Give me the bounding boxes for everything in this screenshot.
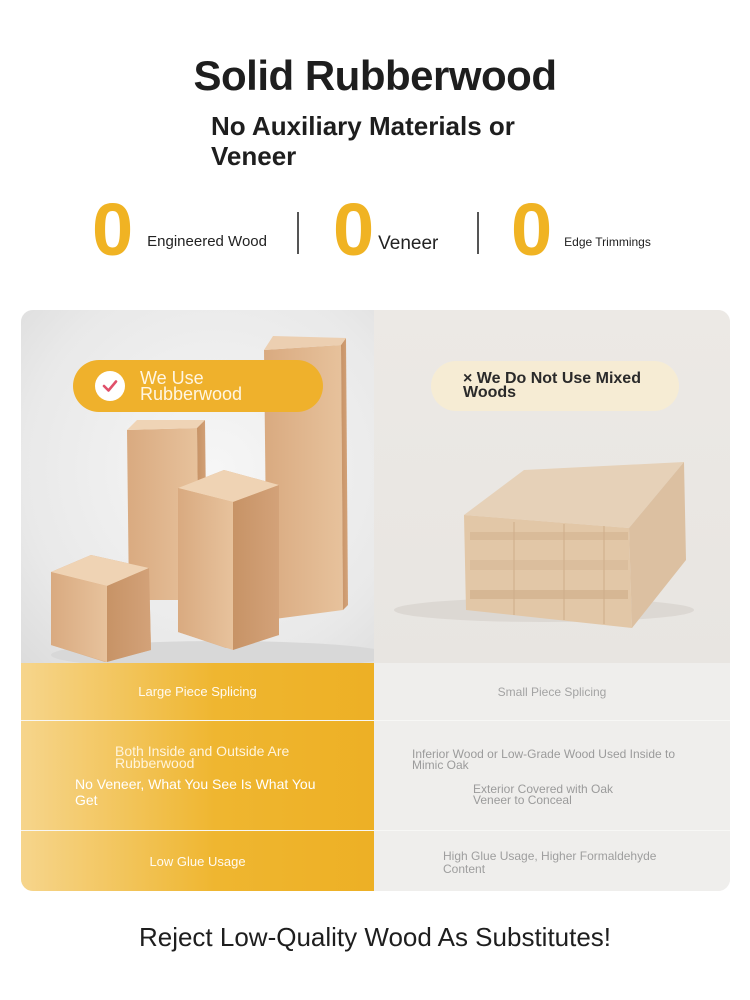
comparison-row bbox=[21, 663, 730, 720]
stat-number: 0 bbox=[92, 188, 134, 271]
stat-veneer bbox=[333, 190, 438, 270]
no-mixed-woods-badge bbox=[431, 361, 679, 411]
stat-edge-trimmings bbox=[511, 190, 651, 270]
cell-text: Inferior Wood or Low-Grade Wood Used Inside to Mimic Oak bbox=[412, 747, 676, 772]
badge-label: × We Do Not Use Mixed Woods bbox=[463, 370, 641, 401]
mixed-wood-cell bbox=[374, 831, 730, 891]
cell-text: High Glue Usage, Higher Formaldehyde Content bbox=[443, 849, 657, 876]
stat-divider bbox=[297, 212, 299, 254]
cell-text: Large Piece Splicing bbox=[138, 684, 257, 699]
stat-label: Edge Trimmings bbox=[564, 235, 651, 249]
cell-text: Both Inside and Outside Are Rubberwood bbox=[115, 743, 290, 771]
footer-tagline: Reject Low-Quality Wood As Substitutes! bbox=[138, 922, 612, 952]
stat-label: Engineered Wood bbox=[147, 232, 267, 250]
cell-text: Exterior Covered with Oak Veneer to Conceal bbox=[473, 782, 614, 807]
comparison-row bbox=[21, 721, 730, 830]
comparison-row bbox=[21, 831, 730, 891]
mixed-wood-cell bbox=[374, 721, 730, 830]
cell-text: No Veneer, What You See Is What You Get bbox=[75, 776, 316, 808]
stat-engineered-wood bbox=[92, 190, 267, 270]
check-icon bbox=[95, 371, 125, 401]
page-title: Solid Rubberwood bbox=[193, 52, 557, 99]
badge-label: We Use Rubberwood bbox=[140, 368, 243, 404]
rubberwood-cell bbox=[21, 721, 374, 830]
we-use-rubberwood-badge bbox=[73, 360, 323, 412]
comparison-card bbox=[21, 310, 730, 891]
cell-text: Low Glue Usage bbox=[149, 853, 246, 869]
rubberwood-cell bbox=[21, 663, 374, 720]
stat-divider bbox=[477, 212, 479, 254]
stat-number: 0 bbox=[511, 188, 553, 271]
page-subtitle: No Auxiliary Materials or Veneer bbox=[211, 111, 515, 171]
stat-label: Veneer bbox=[378, 233, 439, 254]
mixed-wood-cell bbox=[374, 663, 730, 720]
rubberwood-cell bbox=[21, 831, 374, 891]
cell-text: Small Piece Splicing bbox=[497, 684, 607, 699]
stat-number: 0 bbox=[333, 188, 375, 271]
